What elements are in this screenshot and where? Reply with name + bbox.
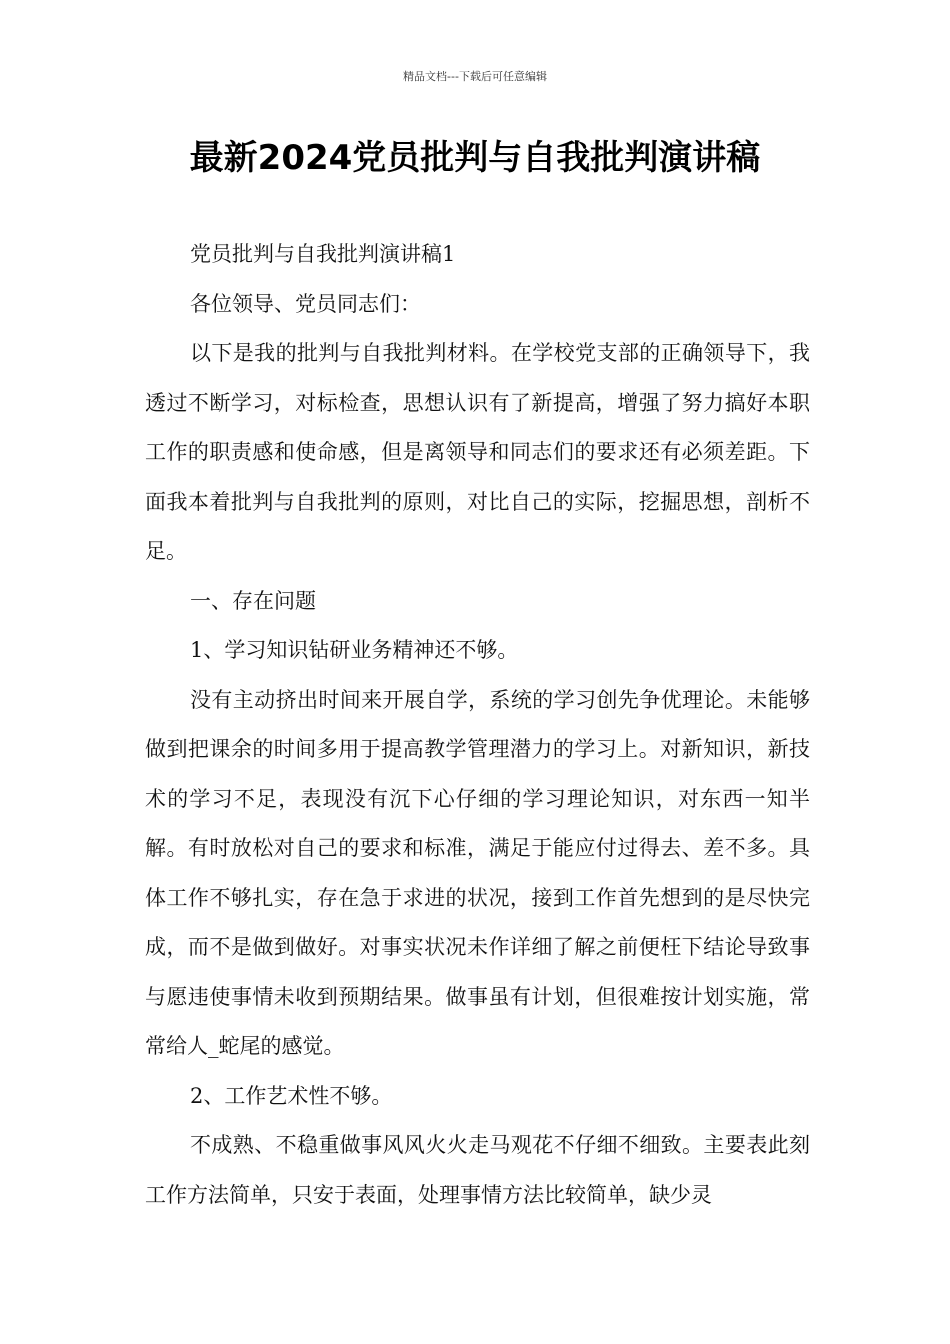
header-note: 精品文档---下载后可任意编辑	[403, 70, 547, 83]
document-body	[145, 230, 810, 1220]
salutation: 各位领导、党员同志们：	[190, 291, 421, 316]
body-paragraph: 没有主动挤出时间来开展自学，系统的学习创先争优理论。未能够做到把课余的时间多用于提高教学管理潜力的学习上。对新知识，新技术的学习不足，表现没有沉下心仔细的学习理论知识，对东西一知半解。有时放松对自己的要求和标准，满足于能应付过得去、差不多。具体工作不够扎实，存在急于求进的状况，接到工作首先想到的是尽快完成，而不是做到做好。对事实状况未作详细了解之前便枉下结论导致事与愿违使事情未收到预期结果。做事虽有计划，但很难按计划实施，常常给人_蛇尾的感觉。	[145, 687, 810, 1058]
subsection-heading: 1、学习知识钻研业务精神还不够。	[190, 638, 519, 662]
section-heading: 党员批判与自我批判演讲稿1	[190, 242, 456, 266]
subsection-heading: 2、工作艺术性不够。	[190, 1083, 393, 1108]
section-heading: 一、存在问题	[190, 588, 316, 613]
body-paragraph: 不成熟、不稳重做事风风火火走马观花不仔细不细致。主要表此刻工作方法简单，只安于表面，处理事情方法比较简单，缺少灵	[145, 1133, 810, 1207]
page-title: 最新2024党员批判与自我批判演讲稿	[189, 138, 761, 178]
body-paragraph: 以下是我的批判与自我批判材料。在学校党支部的正确领导下，我透过不断学习，对标检查，思想认识有了新提高，增强了努力搞好本职工作的职责感和使命感，但是离领导和同志们的要求还有必须差距。下面我本着批判与自我批判的原则，对比自己的实际，挖掘思想，剖析不足。	[145, 341, 810, 563]
